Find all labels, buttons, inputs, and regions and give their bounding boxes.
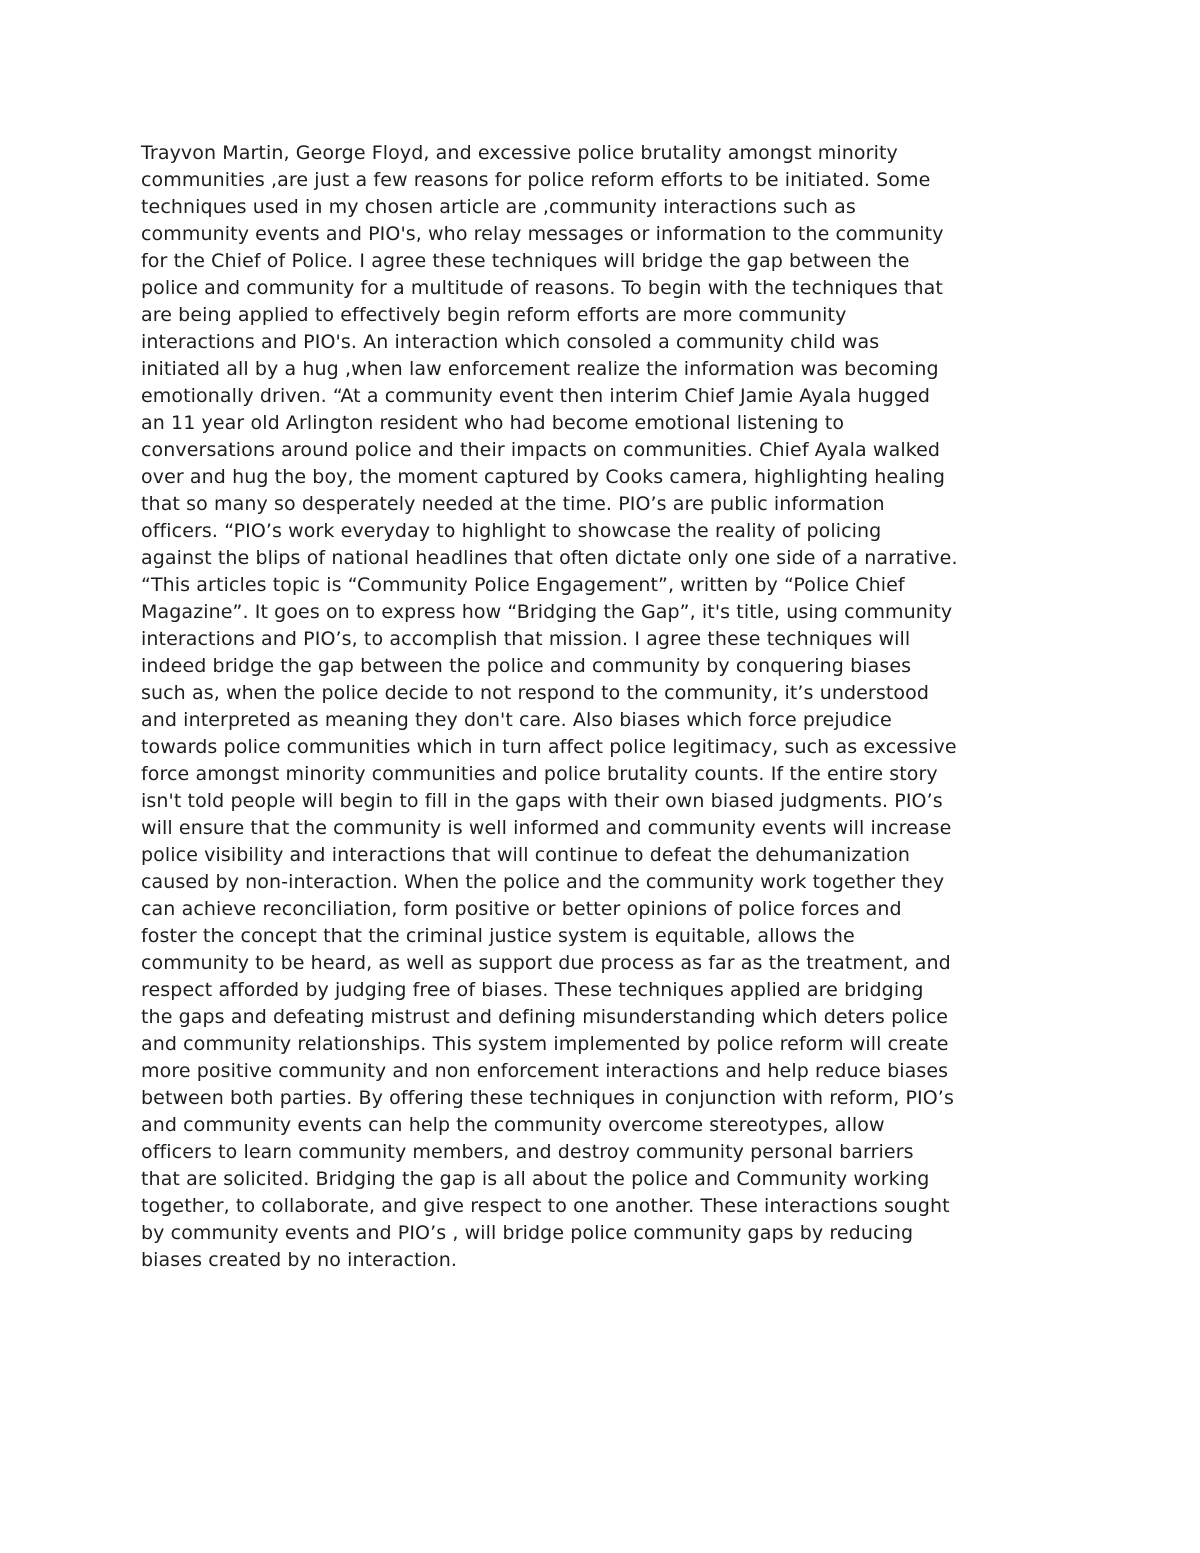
- text-line: towards police communities which in turn affect police legitimacy, such as excessive: [141, 736, 957, 758]
- text-line: that are solicited. Bridging the gap is all about the police and Community working: [141, 1168, 930, 1190]
- text-line: an 11 year old Arlington resident who had become emotional listening to: [141, 412, 845, 434]
- text-line: Trayvon Martin, George Floyd, and excessive police brutality amongst minority: [141, 142, 898, 164]
- text-line: interactions and PIO's. An interaction which consoled a community child was: [141, 331, 880, 353]
- text-line: over and hug the boy, the moment captured by Cooks camera, highlighting healing: [141, 466, 946, 488]
- text-line: officers to learn community members, and destroy community personal barriers: [141, 1141, 914, 1163]
- text-line: officers. “PIO’s work everyday to highlight to showcase the reality of policing: [141, 520, 882, 542]
- text-line: interactions and PIO’s, to accomplish that mission. I agree these techniques will: [141, 628, 911, 650]
- essay-paragraph: [141, 140, 1081, 1274]
- text-line: the gaps and defeating mistrust and defining misunderstanding which deters police: [141, 1006, 949, 1028]
- text-line: emotionally driven. “At a community event then interim Chief Jamie Ayala hugged: [141, 385, 931, 407]
- text-line: caused by non-interaction. When the police and the community work together they: [141, 871, 945, 893]
- text-line: communities ,are just a few reasons for police reform efforts to be initiated. Some: [141, 169, 931, 191]
- text-line: police and community for a multitude of reasons. To begin with the techniques that: [141, 277, 943, 299]
- text-line: will ensure that the community is well informed and community events will increase: [141, 817, 952, 839]
- text-line: community events and PIO's, who relay messages or information to the community: [141, 223, 944, 245]
- text-line: “This articles topic is “Community Police Engagement”, written by “Police Chief: [141, 574, 905, 596]
- text-line: biases created by no interaction.: [141, 1249, 458, 1271]
- text-line: police visibility and interactions that will continue to defeat the dehumanization: [141, 844, 911, 866]
- text-line: indeed bridge the gap between the police and community by conquering biases: [141, 655, 912, 677]
- text-line: techniques used in my chosen article are ,community interactions such as: [141, 196, 856, 218]
- text-line: and interpreted as meaning they don't care. Also biases which force prejudice: [141, 709, 892, 731]
- text-line: isn't told people will begin to fill in the gaps with their own biased judgments. PIO’s: [141, 790, 943, 812]
- text-line: and community events can help the community overcome stereotypes, allow: [141, 1114, 885, 1136]
- text-line: community to be heard, as well as support due process as far as the treatment, and: [141, 952, 951, 974]
- text-line: between both parties. By offering these techniques in conjunction with reform, PIO’s: [141, 1087, 954, 1109]
- text-line: for the Chief of Police. I agree these techniques will bridge the gap between the: [141, 250, 910, 272]
- text-line: foster the concept that the criminal justice system is equitable, allows the: [141, 925, 855, 947]
- text-line: more positive community and non enforcement interactions and help reduce biases: [141, 1060, 949, 1082]
- text-line: initiated all by a hug ,when law enforcement realize the information was becoming: [141, 358, 939, 380]
- text-line: can achieve reconciliation, form positive or better opinions of police forces and: [141, 898, 902, 920]
- text-line: conversations around police and their impacts on communities. Chief Ayala walked: [141, 439, 941, 461]
- text-line: force amongst minority communities and police brutality counts. If the entire story: [141, 763, 938, 785]
- text-line: by community events and PIO’s , will bridge police community gaps by reducing: [141, 1222, 914, 1244]
- text-line: respect afforded by judging free of biases. These techniques applied are bridging: [141, 979, 924, 1001]
- text-line: Magazine”. It goes on to express how “Bridging the Gap”, it's title, using community: [141, 601, 953, 623]
- text-line: together, to collaborate, and give respect to one another. These interactions sought: [141, 1195, 950, 1217]
- text-line: that so many so desperately needed at the time. PIO’s are public information: [141, 493, 885, 515]
- text-line: are being applied to effectively begin reform efforts are more community: [141, 304, 847, 326]
- text-line: and community relationships. This system implemented by police reform will create: [141, 1033, 949, 1055]
- text-line: such as, when the police decide to not respond to the community, it’s understood: [141, 682, 929, 704]
- text-line: against the blips of national headlines that often dictate only one side of a narrative.: [141, 547, 958, 569]
